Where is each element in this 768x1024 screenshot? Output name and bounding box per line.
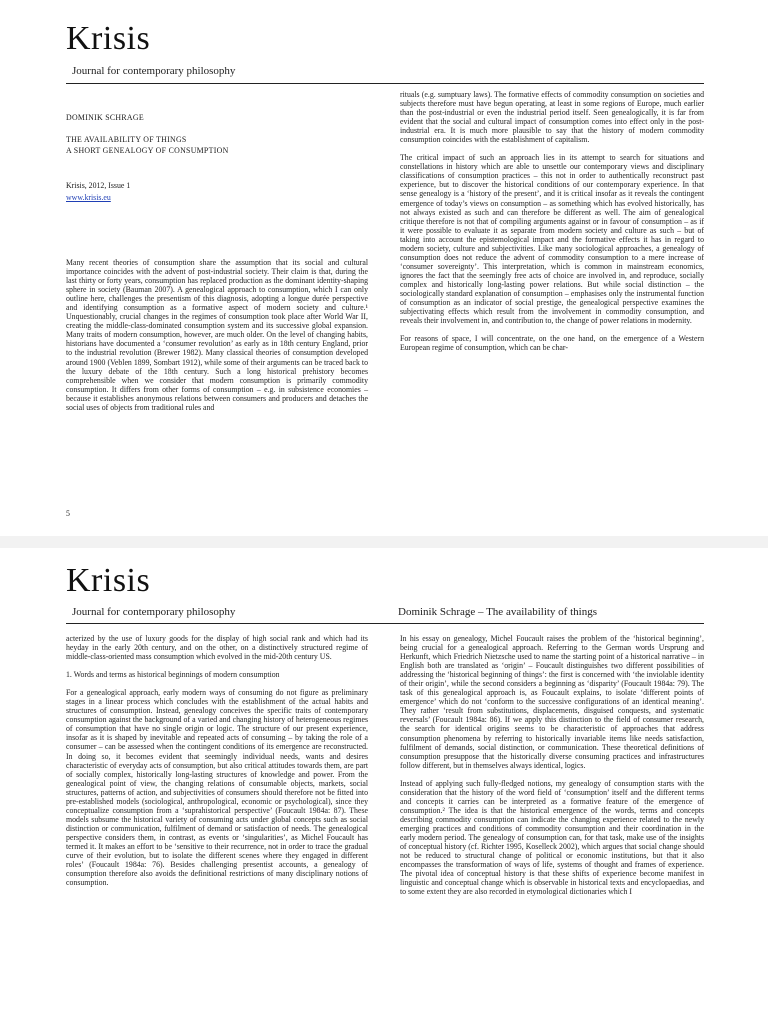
right-column (400, 634, 704, 896)
article-title-line2: A SHORT GENEALOGY OF CONSUMPTION (66, 146, 229, 155)
body-paragraph: The critical impact of such an approach lies in its attempt to search for situations and constellations in history which are able to unsettle our contemporary views and disciplinary classifications of consumption practices – this not in order to authentically reconstruct past experience, but to discover the historical conditions of our contemporary experience. In that sense genealogy is a ‘history of the present’, and it is critical insofar as it reveals the contingent emergence of today’s views on consumption – as something which has evolved historically, has not always existed as such and can therefore be different as well. The aim of genealogical critique therefore is not that of compiling arguments against or in favour of consumption – as if it were possible to evaluate it as separate from modern society and culture as such – but of taking into account the epistemological impact and the formative effects it has in regard to modern society, culture and subjectivities. Like many sociological approaches, a genealogy of consumption does not reduce the advent of commodity consumption to a mere increase of ‘consumer sovereignty’. This interpretation, which is common in mainstream economics, ignores the fact that the seemingly free acts of choice are involved in, and reproduce, socially complex and historically long-lasting power relations. But while social distinction – the sociologically standard explanation of consumption – emphasises only the instrumental function of consumption as an indicator of social prestige, the genealogical perspective examines the subjectivating effects which result from the involvement in commodity consumption, and reveals their involvement in, and contribution to, the change of power relations in modernity. (400, 153, 704, 326)
body-paragraph: acterized by the use of luxury goods for the display of high social rank and which had its heyday in the early 20th century, and on the other, on a distinctively structured regime of middle-class-oriented mass consumption which evolved in the mid-20th century US. (66, 634, 368, 662)
body-paragraph: rituals (e.g. sumptuary laws). The formative effects of commodity consumption on societies and subjects therefore must have begun operating, at least in some regions of Europe, much earlier than the post-industrial or even the industrial period itself. Seen genealogically, it is far from evident that the social and cultural impact of consumption comes into effect only in the post-industrial era. It is much more plausible to say that the history of modern commodity consumption coincides with the establishment of capitalism. (400, 90, 704, 145)
journal-brand: Krisis (66, 20, 151, 57)
article-title-line1: THE AVAILABILITY OF THINGS (66, 135, 187, 144)
body-paragraph: For reasons of space, I will concentrate, on the one hand, on the emergence of a Western European regime of consumption, which can be char- (400, 334, 704, 353)
body-paragraph: For a genealogical approach, early modern ways of consuming do not figure as preliminary stages in a linear process which concludes with the establishment of the actual habits and structures of consumption. Instead, genealogy conceives the specific traits of contemporary consumption against the background of a varied and changing history of heterogeneous regimes of consumption that have no single origin or logic. The structure of our present experience, insofar as it is shaped by inevitable and repeated acts of consuming – by taking the role of a consumer – can be assessed when the contingent conditions of its emergence are reconstructed. In doing so, it becomes evident that seemingly individual needs, wants and desires characteristic of everyday acts of consumption, but also critical attitudes towards them, are part of socially complex, historically long-lasting structures of knowledge and power. From the genealogical point of view, the changing relations of consumable objects, markets, social structures, patterns of action, and subjectivities of consumers should therefore not be fitted into pre-established models (sociological, anthropological, economic or psychological), since they conceptualize consumption from a ‘suprahistorical perspective’ (Foucault 1984a: 87). These models subsume the historical variety of consuming acts under global concepts such as social distinction or communication, fulfilment of demand or satisfaction of needs. The genealogical perspective considers them, in contrast, as events or ‘singularities’, as Michel Foucault has termed it. It makes an effort to be ‘sensitive to their recurrence, not in order to trace the gradual curve of their evolution, but to isolate the different scenes where they engaged in different roles’ (Foucault 1984a: 76). Besides challenging presentist accounts, a genealogy of consumption therefore also avoids the definitional restrictions of many disciplinary notions of consumption. (66, 688, 368, 888)
body-paragraph: Instead of applying such fully-fledged notions, my genealogy of consumption starts with the consideration that the history of the word field of ‘consumption’ itself and the different terms and concepts it carries can be interpreted as a formative feature of the emergence of consumption.² The idea is that the historical emergence of the words, terms and concepts describing commodity consumption can indicate the changing experience related to the newly emerging practices and conditions of commodity consumption and their coordination in the early modern period. The genealogy of consumption can, for that task, make use of the insights of conceptual history (cf. Richter 1995, Koselleck 2002), which argues that social change should not be reduced to structural change of political or economic institutions, but that it also encompasses the transformation of ways of life, systems of thought and frames of experience. The pivotal idea of conceptual history is that these shifts of experience become manifest in linguistic and conceptual change which is observable in historical texts and encyclopaedias, and to some extent they are also recorded in etymological dictionaries which I (400, 778, 704, 897)
section-heading: 1. Words and terms as historical beginnings of modern consumption (66, 670, 280, 680)
header-rule (66, 83, 704, 84)
page-2 (0, 548, 768, 1024)
body-paragraph: Many recent theories of consumption share the assumption that its social and cultural importance coincides with the advent of post-industrial society. Their claim is that, during the last thirty or forty years, consumption has replaced production as the dominant identity-shaping sphere in society (Bauman 2007). A genealogical approach to consumption, which I can only outline here, challenges the presentism of this diagnosis, adopting a longue durée perspective and identifying consumption as a formative aspect of modern society and culture.¹ Unquestionably, crucial changes in the regimes of consumption took place after World War II, creating the middle-class-dominated consumption system and its successive global expansion. Many traits of modern consumption, however, are much older. On the level of changing habits, historians have documented a ‘consumer revolution’ as early as in 18th century England, prior to the industrial revolution (Brewer 1982). Many classical theories of consumption developed around 1900 (Veblen 1899, Sombart 1912), while some of their arguments can be traced back to the luxury debate of the 18th century. Such a long historical prehistory becomes comprehensible when we consider that modern consumption is primarily commodity consumption. It differs from other forms of consumption – e.g. in subsistence economies – because it establishes anonymous relations between consumers and producers and detaches the social uses of objects from traditional rules and (66, 258, 368, 412)
right-column (400, 90, 704, 352)
journal-subtitle: Journal for contemporary philosophy (72, 65, 236, 77)
page-separator (0, 536, 768, 548)
left-column (66, 258, 368, 412)
left-column (66, 634, 368, 887)
body-paragraph: In his essay on genealogy, Michel Foucault raises the problem of the ‘historical beginning’, being crucial for a genealogical approach. Referring to the German words Ursprung and Herkunft, which Friedrich Nietzsche used to name the starting point of a historical narrative – in English both are translated as ‘origin’ – Foucault distinguishes two different possibilities of addressing the ‘historical beginning of things’: the first is concerned with ‘the inviolable identity of their origin’, while the second considers a beginning as ‘disparity’ (Foucault 1984a: 79). The task of this genealogical approach is, as Foucault explains, to isolate ‘different points of emergence’ which do not ‘conform to the successive configurations of an identical meaning’. They rather ‘result from substitutions, displacements, disguised conquests, and systematic reversals’ (Foucault 1984a: 86). If we apply this distinction to the field of consumer research, the search for identical origins seems to be characteristic of approaches that address consumption phenomena by referring to historically invariable items like needs satisfaction, fulfilment of demands, social distinction, or communication. These theoretical definitions of consumption presuppose that the historically diverse consuming practices and infrastructures follow different, but in themselves always identical, logics. (400, 634, 704, 770)
issue-info: Krisis, 2012, Issue 1 (66, 181, 131, 190)
journal-brand: Krisis (66, 562, 151, 599)
page-number: 5 (66, 509, 70, 518)
journal-url-link[interactable]: www.krisis.eu (66, 193, 111, 202)
running-head: Dominik Schrage – The availability of things (398, 606, 597, 618)
author-name: DOMINIK SCHRAGE (66, 113, 144, 122)
header-rule (66, 623, 704, 624)
journal-subtitle: Journal for contemporary philosophy (72, 606, 236, 618)
